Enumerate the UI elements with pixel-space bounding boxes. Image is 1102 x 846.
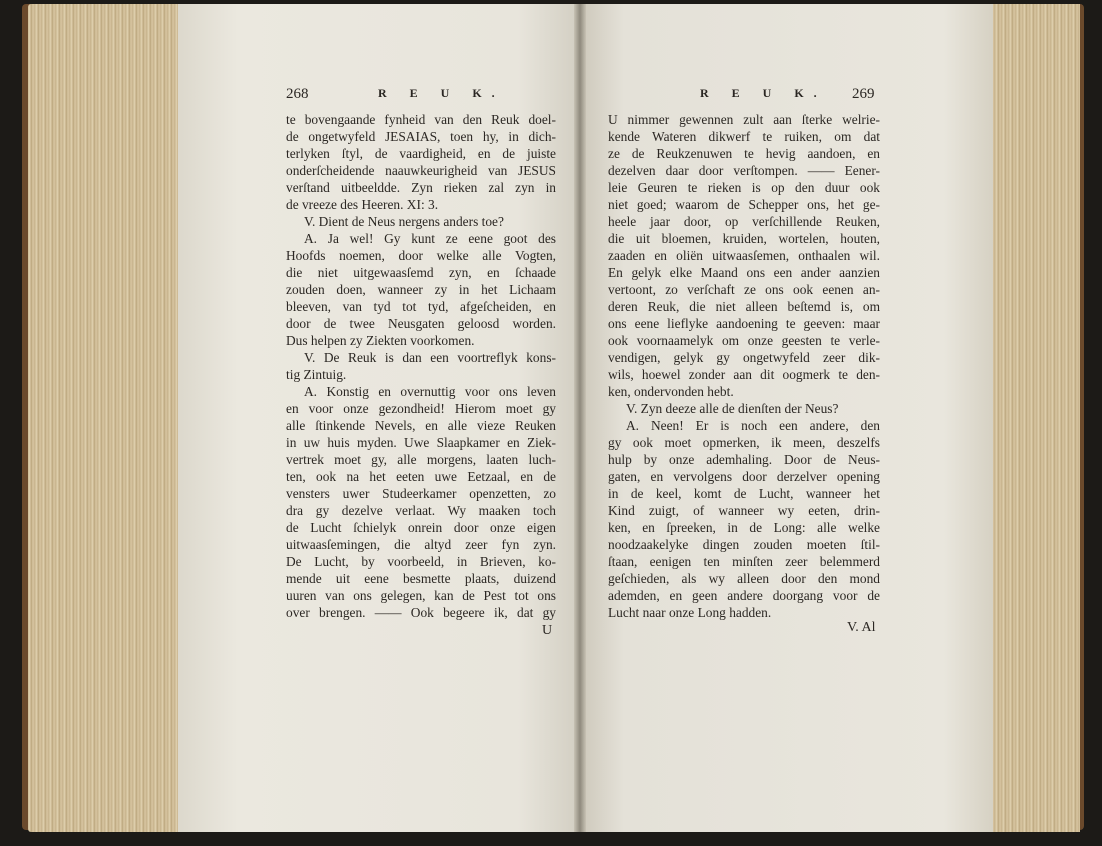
right-text-line: wils, hoewel zonder aan dit oogmerk te den- (608, 367, 880, 382)
left-text-line: terlyken ſtyl, de vaardigheid, en de juiste (286, 146, 556, 161)
left-text-line: V. Dient de Neus nergens anders toe? (304, 214, 504, 229)
right-text-line: ſtaan, eenigen ten minſten zeer belemmerd (608, 554, 880, 569)
left-text-line: Dus helpen zy Ziekten voorkomen. (286, 333, 475, 348)
right-text-line: V. Zyn deeze alle de dienſten der Neus? (626, 401, 839, 416)
right-text-line: ook voornaamelyk om onze geesten te verle- (608, 333, 880, 348)
right-text-line: gaten, en vervolgens door derzelver opening (608, 469, 880, 484)
left-running-head: R E U K. (378, 86, 505, 100)
left-text-line: Hoofds noemen, door welke alle Vogten, (286, 248, 556, 263)
left-text-line: tig Zintuig. (286, 367, 347, 382)
right-page-number: 269 (852, 86, 875, 102)
left-text-line: dra gy dezelve verlaat. Wy maaken toch (286, 503, 556, 518)
right-text-line: hulp by onze ademhaling. Door de Neus- (608, 452, 880, 467)
left-text-line: die niet uitgewaasſemd zyn, en ſchaade (286, 265, 556, 280)
left-catchword: U (542, 623, 553, 638)
right-text-line: vertoont, zo verſchaft ze ons ook eenen an- (608, 282, 880, 297)
left-text-line: vensters uwer Studeerkamer openzetten, zo (286, 486, 556, 501)
right-text-line: ken, ondervonden hebt. (608, 384, 734, 399)
left-text-line: uuren van ons gelegen, kan de Pest tot ons (286, 588, 556, 603)
right-text-line: kende Wateren dikwerf te ruiken, om dat (608, 129, 880, 144)
left-text-line: te bovengaande fynheid van den Reuk doel- (286, 112, 556, 127)
right-text-line: geſchieden, als wy alleen door den mond (608, 571, 880, 586)
left-text-line: onderſcheidende naauwkeurigheid van JESUS (286, 163, 556, 178)
right-page-edges (988, 4, 1080, 832)
left-text-line: De Lucht, by voorbeeld, in Brieven, ko- (286, 554, 556, 569)
right-text-line: die uit bloemen, kruiden, wortelen, houten, (608, 231, 880, 246)
right-text-line: niet goed; waarom de Schepper ons, het ge- (608, 197, 880, 212)
left-text-line: door de twee Neusgaten geloosd worden. (286, 316, 556, 331)
right-text-line: dezelven daar door verſtompen. —— Eener- (608, 163, 880, 178)
left-text-line: bleeven, van tyd tot tyd, afgeſcheiden, en (286, 299, 556, 314)
left-page-number: 268 (286, 86, 309, 102)
left-text-line: uitwaasſemingen, die altyd zeer fyn zyn. (286, 537, 556, 552)
left-text-line: de Lucht ſchielyk onrein door onze eigen (286, 520, 556, 535)
book-gutter (574, 4, 586, 832)
right-text-line: ken, en ſpreeken, in de Long: alle welke (608, 520, 880, 535)
left-text-line: V. De Reuk is dan een voortreflyk kons- (304, 350, 556, 365)
right-text-line: ze de Reukzenuwen te hevig aandoen, en (608, 146, 880, 161)
right-text-line: leie Geuren te rieken is op den duur ook (608, 180, 880, 195)
right-catchword: V. Al (847, 620, 876, 635)
right-text-line: zaaden en oliën uitwaasſemen, onthaalen wil. (608, 248, 880, 263)
right-text-line: Kind zuigt, of wanneer wy eeten, drin- (608, 503, 880, 518)
left-text-line: in uw huis myden. Uwe Slaapkamer en Ziek- (286, 435, 556, 450)
left-text-line: over brengen. —— Ook begeere ik, dat gy (286, 605, 556, 620)
left-page-edges (28, 4, 178, 832)
right-page-body (608, 111, 880, 621)
left-text-line: de ongetwyfeld JESAIAS, toen hy, in dich- (286, 129, 556, 144)
left-text-line: de vreeze des Heeren. XI: 3. (286, 197, 439, 212)
left-text-line: alle ſtinkende Nevels, en alle vieze Reuken (286, 418, 556, 433)
right-text-line: U nimmer gewennen zult aan ſterke welrie- (608, 112, 880, 127)
right-text-line: Lucht naar onze Long hadden. (608, 605, 772, 620)
left-text-line: vertrek moet gy, alle morgens, laaten luch- (286, 452, 556, 467)
left-text-line: A. Ja wel! Gy kunt ze eene goot des (304, 231, 556, 246)
left-text-line: mende uit eene besmette plaats, duizend (286, 571, 556, 586)
left-page-body (286, 111, 556, 621)
left-text-line: ten, ook na het eeten uwe Eetzaal, en de (286, 469, 556, 484)
right-text-line: deren Reuk, die niet alleen beſtemd is, om (608, 299, 880, 314)
right-text-line: ons eene lieflyke aandoening te geeven: maar (608, 316, 880, 331)
right-running-head: R E U K. (700, 86, 827, 100)
right-text-line: noodzaakelyke dingen zouden moeten ſtil- (608, 537, 880, 552)
right-text-line: ademden, en geen andere doorgang voor de (608, 588, 880, 603)
right-text-line: En gelyk elke Maand ons een ander aanzien (608, 265, 880, 280)
right-text-line: heele jaar door, op verſchillende Reuken, (608, 214, 880, 229)
left-text-line: verſtand uitbeeldde. Zyn rieken zal zyn in (286, 180, 556, 195)
right-text-line: vendigen, gelyk gy ongetwyfeld zeer dik- (608, 350, 880, 365)
right-text-line: A. Neen! Er is noch een andere, den (626, 418, 880, 433)
left-text-line: A. Konstig en overnuttig voor ons leven (304, 384, 556, 399)
right-text-line: in de keel, komt de Lucht, wanneer het (608, 486, 880, 501)
left-text-line: zouden doen, wanneer zy in het Lichaam (286, 282, 556, 297)
right-text-line: gy ook moet opmerken, ik meen, deszelfs (608, 435, 880, 450)
left-text-line: en voor onze gezondheid! Hierom moet gy (286, 401, 556, 416)
